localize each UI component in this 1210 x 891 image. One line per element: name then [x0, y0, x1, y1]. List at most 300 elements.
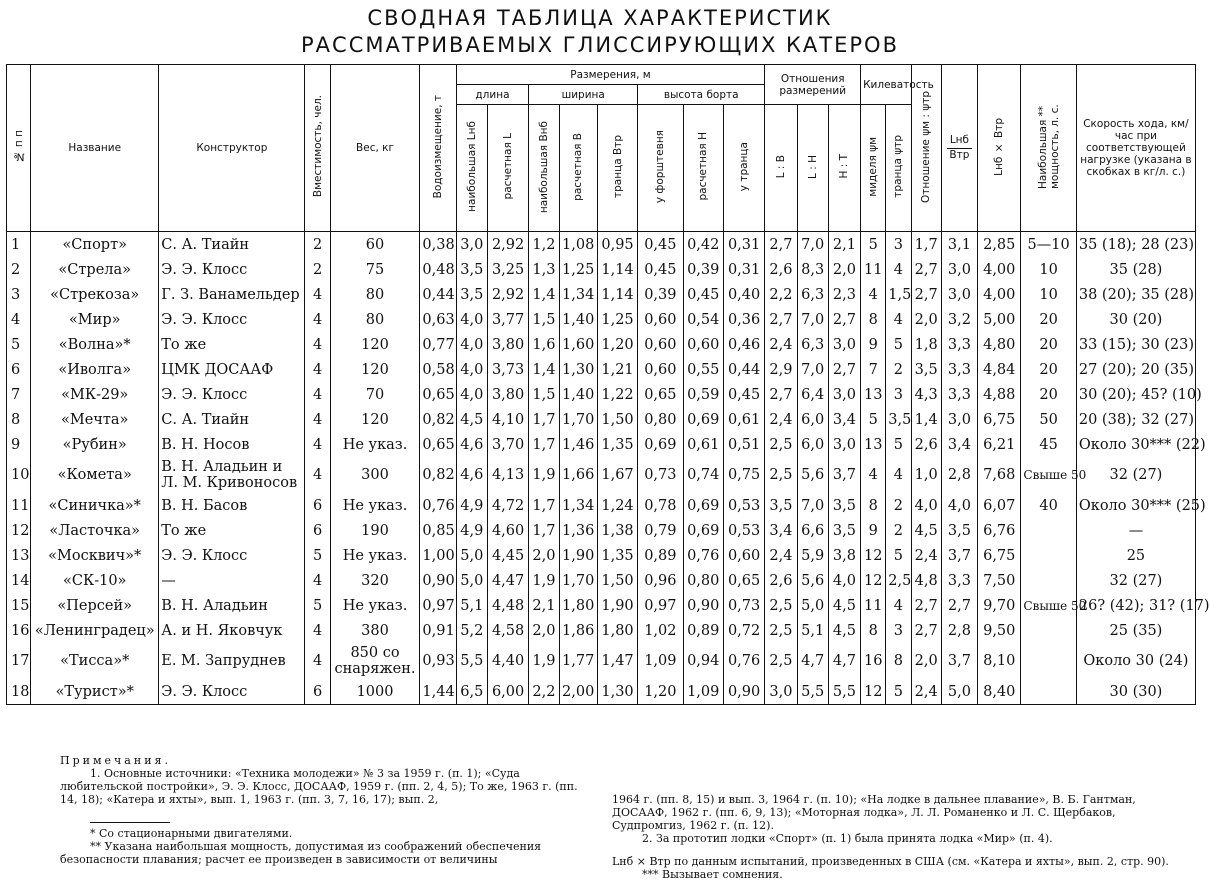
table-cell: Г. З. Ванамельдер — [159, 282, 305, 307]
table-cell: 1,60 — [559, 332, 597, 357]
table-cell — [1021, 618, 1076, 643]
table-cell: 4,0 — [456, 357, 487, 382]
table-cell: В. Н. Басов — [159, 493, 305, 518]
table-cell: 1,8 — [911, 332, 941, 357]
table-cell: 0,65 — [638, 382, 683, 407]
table-cell: 0,76 — [683, 543, 723, 568]
table-cell: 4,0 — [456, 332, 487, 357]
table-cell: 0,31 — [723, 232, 764, 258]
table-cell: «Ласточка» — [31, 518, 159, 543]
footnote-1: * Со стационарными двигателями. — [90, 827, 293, 840]
table-cell: 4,6 — [456, 432, 487, 457]
table-cell: 4,5 — [911, 518, 941, 543]
header-lb-ratio: Lнб Bтр — [941, 65, 977, 232]
table-cell: 32 (27) — [1076, 568, 1195, 593]
table-cell: 3,3 — [941, 357, 977, 382]
table-cell: 8,40 — [978, 679, 1021, 705]
table-cell: 4 — [305, 568, 330, 593]
table-cell: 1,70 — [559, 407, 597, 432]
table-cell: 3,4 — [828, 407, 860, 432]
note-2: 2. За прототип лодки «Спорт» (п. 1) была принята лодка «Мир» (п. 4). — [642, 832, 1053, 845]
table-cell: 0,91 — [420, 618, 456, 643]
table-cell: 5,5 — [797, 679, 828, 705]
table-cell — [1021, 643, 1076, 679]
table-cell: «Персей» — [31, 593, 159, 618]
table-cell: 2,8 — [941, 618, 977, 643]
table-cell: 1,77 — [559, 643, 597, 679]
footnote-3: *** Вызывает сомнения. — [642, 868, 783, 881]
table-cell: 1,2 — [529, 232, 559, 258]
table-cell: 2,0 — [828, 257, 860, 282]
table-cell: 7,0 — [797, 357, 828, 382]
footnote-2-continued: Lнб × Bтр по данным испытаний, произведенных в США (см. «Катера и яхты», вып. 2, стр. 90). — [612, 855, 1169, 868]
table-cell: 5 — [886, 432, 911, 457]
header-dr-mid: миделя ψм — [861, 105, 886, 232]
table-cell: 1,7 — [529, 432, 559, 457]
table-cell: 4,5 — [828, 593, 860, 618]
table-cell: 7 — [7, 382, 31, 407]
table-cell: 4,00 — [978, 257, 1021, 282]
table-cell: 0,53 — [723, 518, 764, 543]
table-cell: То же — [159, 332, 305, 357]
table-cell: 4,5 — [828, 618, 860, 643]
table-cell: 2 — [886, 357, 911, 382]
table-cell: 1,86 — [559, 618, 597, 643]
table-cell: 4 — [305, 407, 330, 432]
header-r-lh: L : H — [797, 105, 828, 232]
table-cell: Свыше 50 — [1021, 593, 1076, 618]
table-cell: 15 — [7, 593, 31, 618]
table-cell: В. Н. Аладьин и Л. М. Кривоносов — [159, 457, 305, 493]
table-cell: 10 — [7, 457, 31, 493]
table-cell: «Иволга» — [31, 357, 159, 382]
table-cell: 6,6 — [797, 518, 828, 543]
table-cell: 2,2 — [765, 282, 797, 307]
table-cell: 1,4 — [529, 357, 559, 382]
table-cell: 120 — [330, 357, 420, 382]
header-name: Название — [31, 65, 159, 232]
table-cell: 4,0 — [456, 307, 487, 332]
table-cell: 0,69 — [638, 432, 683, 457]
table-cell: 3 — [886, 618, 911, 643]
table-cell: 13 — [861, 382, 886, 407]
table-cell: 2 — [305, 232, 330, 258]
table-row — [7, 257, 1196, 282]
table-cell: 1,40 — [559, 307, 597, 332]
table-cell: 2,7 — [828, 357, 860, 382]
table-cell: 3,5 — [456, 257, 487, 282]
table-cell: 0,39 — [683, 257, 723, 282]
table-cell: 0,60 — [723, 543, 764, 568]
table-cell: 20 (38); 32 (27) — [1076, 407, 1195, 432]
table-cell: 1,9 — [529, 457, 559, 493]
table-cell: 12 — [861, 568, 886, 593]
notes-left — [60, 754, 588, 866]
table-cell: 850 со снаряжен. — [330, 643, 420, 679]
table-cell: 3,0 — [941, 257, 977, 282]
table-cell: 4,0 — [456, 382, 487, 407]
header-h-bow: у форштевня — [638, 105, 683, 232]
table-cell: 5 — [886, 679, 911, 705]
table-cell: 0,76 — [420, 493, 456, 518]
table-cell: 10 — [1021, 282, 1076, 307]
table-row — [7, 432, 1196, 457]
table-cell: 4 — [305, 332, 330, 357]
table-cell: 4 — [305, 282, 330, 307]
table-cell: 0,40 — [723, 282, 764, 307]
table-cell: 5,0 — [456, 543, 487, 568]
table-cell: 3,5 — [828, 518, 860, 543]
table-row — [7, 593, 1196, 618]
table-cell: 3,70 — [487, 432, 528, 457]
table-cell: 4,9 — [456, 518, 487, 543]
table-cell: 2,2 — [529, 679, 559, 705]
table-cell: 50 — [1021, 407, 1076, 432]
table-row — [7, 232, 1196, 258]
table-cell: А. и Н. Яковчук — [159, 618, 305, 643]
table-cell: 4,5 — [456, 407, 487, 432]
table-cell: 0,96 — [638, 568, 683, 593]
table-cell: 0,42 — [683, 232, 723, 258]
table-row — [7, 493, 1196, 518]
table-cell: 2,4 — [765, 332, 797, 357]
table-cell: 3,7 — [828, 457, 860, 493]
table-cell: 1,20 — [597, 332, 637, 357]
table-cell: 4,84 — [978, 357, 1021, 382]
table-cell: 4 — [7, 307, 31, 332]
table-cell: 3 — [886, 232, 911, 258]
table-cell: 5—10 — [1021, 232, 1076, 258]
note-1-left: 1. Основные источники: «Техника молодежи» № 3 за 1959 г. (п. 1); «Суда любительской постройки», Э. Э. Клосс, ДОСААФ, 1959 г. (пп. 2, 4, 5); То же, 1963 г. (пп. 14, 18); «Катера и яхты», вып. 1, 1963 г. (пп. 3, 7, 16, 17); вып. 2, — [60, 767, 578, 806]
table-cell: 9 — [7, 432, 31, 457]
table-cell: 4,47 — [487, 568, 528, 593]
table-cell: 8,10 — [978, 643, 1021, 679]
table-cell: 0,65 — [420, 432, 456, 457]
table-cell: 2,7 — [765, 232, 797, 258]
table-cell: 2,92 — [487, 232, 528, 258]
table-cell: 1,0 — [911, 457, 941, 493]
header-speed: Скорость хода, км/час при соответствующей нагрузке (указана в скобках в кг/л. с.) — [1076, 65, 1195, 232]
table-cell: 80 — [330, 307, 420, 332]
table-cell: 4,6 — [456, 457, 487, 493]
table-cell: 16 — [7, 618, 31, 643]
table-cell: 1,22 — [597, 382, 637, 407]
table-cell: 5,6 — [797, 568, 828, 593]
table-cell: 1,90 — [559, 543, 597, 568]
table-cell: 0,97 — [420, 593, 456, 618]
table-cell: 3,73 — [487, 357, 528, 382]
table-title-line-1: СВОДНАЯ ТАБЛИЦА ХАРАКТЕРИСТИК — [367, 6, 833, 30]
table-cell: 0,80 — [683, 568, 723, 593]
table-cell: «МК-29» — [31, 382, 159, 407]
table-cell: 2 — [7, 257, 31, 282]
table-title-line-2: РАССМАТРИВАЕМЫХ ГЛИССИРУЮЩИХ КАТЕРОВ — [301, 33, 899, 57]
table-cell: Около 30*** (25) — [1076, 493, 1195, 518]
header-num: № п п — [7, 65, 31, 232]
table-cell: 3,5 — [828, 493, 860, 518]
table-cell: 3,0 — [828, 332, 860, 357]
table-cell: 1,50 — [597, 568, 637, 593]
table-cell: 0,94 — [683, 643, 723, 679]
table-cell: 4,88 — [978, 382, 1021, 407]
table-cell: 4,60 — [487, 518, 528, 543]
table-cell: 3,4 — [765, 518, 797, 543]
header-weight: Вес, кг — [330, 65, 420, 232]
table-cell: 4,8 — [911, 568, 941, 593]
table-cell: 4 — [886, 257, 911, 282]
table-cell: 1,25 — [559, 257, 597, 282]
table-cell: 0,89 — [638, 543, 683, 568]
table-cell: 1000 — [330, 679, 420, 705]
table-row — [7, 382, 1196, 407]
table-cell: 80 — [330, 282, 420, 307]
table-cell: 1,67 — [597, 457, 637, 493]
table-cell: 2,7 — [765, 382, 797, 407]
table-cell: 2,0 — [529, 618, 559, 643]
table-cell: 20 — [1021, 357, 1076, 382]
table-cell: 2,7 — [765, 307, 797, 332]
table-cell: 30 (20); 45? (10) — [1076, 382, 1195, 407]
table-cell: 1,35 — [597, 543, 637, 568]
table-cell: 4 — [305, 618, 330, 643]
table-cell: 5,0 — [456, 568, 487, 593]
table-cell: «Мечта» — [31, 407, 159, 432]
table-cell: 0,97 — [638, 593, 683, 618]
table-cell: «Тисса»* — [31, 643, 159, 679]
table-cell: Э. Э. Клосс — [159, 307, 305, 332]
table-cell: 120 — [330, 407, 420, 432]
table-cell: «СК-10» — [31, 568, 159, 593]
table-cell: 2,5 — [765, 432, 797, 457]
table-cell: «Мир» — [31, 307, 159, 332]
table-cell: 1,50 — [597, 407, 637, 432]
table-cell: 33 (15); 30 (23) — [1076, 332, 1195, 357]
footnote-divider — [90, 822, 170, 823]
table-row — [7, 332, 1196, 357]
table-cell: 1,7 — [529, 493, 559, 518]
table-cell: 11 — [7, 493, 31, 518]
table-cell: 1,40 — [559, 382, 597, 407]
table-cell: 2,0 — [911, 643, 941, 679]
table-cell: 0,60 — [638, 332, 683, 357]
table-cell: 2,7 — [911, 618, 941, 643]
table-cell: 3,0 — [765, 679, 797, 705]
table-cell: 8 — [886, 643, 911, 679]
table-cell: 1,4 — [529, 282, 559, 307]
table-cell: Свыше 50 — [1021, 457, 1076, 493]
table-cell: 0,69 — [683, 493, 723, 518]
table-cell: 5 — [305, 543, 330, 568]
note-1-right: 1964 г. (пп. 8, 15) и вып. 3, 1964 г. (п. 10); «На лодке в дальнее плавание», В. Б. Гантман, ДОСААФ, 1962 г. (пп. 6, 9, 13); «Моторная лодка», Л. Л. Романенко и Л. С. Щербаков, Судпромгиз, 1962 г. (п. 12). — [612, 793, 1136, 832]
table-cell: 1,14 — [597, 282, 637, 307]
table-cell: 9,50 — [978, 618, 1021, 643]
header-dimensions: Размерения, м — [456, 65, 765, 85]
table-cell: 2,9 — [765, 357, 797, 382]
table-cell: 2,7 — [911, 282, 941, 307]
table-cell: 3,5 — [941, 518, 977, 543]
table-row — [7, 357, 1196, 382]
table-cell: 0,69 — [683, 407, 723, 432]
header-h-calc: расчетная H — [683, 105, 723, 232]
table-cell: 0,45 — [638, 232, 683, 258]
table-cell: 35 (18); 28 (23) — [1076, 232, 1195, 258]
table-row — [7, 618, 1196, 643]
table-cell: 2,5 — [765, 593, 797, 618]
table-cell: 3,5 — [765, 493, 797, 518]
table-row — [7, 518, 1196, 543]
table-cell: 1,70 — [559, 568, 597, 593]
table-body — [7, 232, 1210, 705]
table-cell: 0,44 — [723, 357, 764, 382]
table-cell: 2,00 — [559, 679, 597, 705]
table-cell: 4,13 — [487, 457, 528, 493]
table-cell: 18 — [7, 679, 31, 705]
table-cell: 3,0 — [828, 432, 860, 457]
table-cell: «Стрела» — [31, 257, 159, 282]
table-cell: 1,09 — [638, 643, 683, 679]
table-cell: 0,54 — [683, 307, 723, 332]
table-cell: 8 — [7, 407, 31, 432]
table-cell: «Турист»* — [31, 679, 159, 705]
table-cell: 7,0 — [797, 493, 828, 518]
table-cell: 0,93 — [420, 643, 456, 679]
table-cell: 11 — [861, 257, 886, 282]
table-cell: 2 — [305, 257, 330, 282]
table-cell: 35 (28) — [1076, 257, 1195, 282]
table-cell: 5,9 — [797, 543, 828, 568]
table-cell: 5,00 — [978, 307, 1021, 332]
table-cell: 1,02 — [638, 618, 683, 643]
table-cell: 8 — [861, 493, 886, 518]
table-cell: 2,0 — [529, 543, 559, 568]
header-b-tr: транца Bтр — [597, 105, 637, 232]
table-cell: Около 30*** (22) — [1076, 432, 1195, 457]
table-cell: 4,48 — [487, 593, 528, 618]
table-cell: 0,46 — [723, 332, 764, 357]
table-cell: 6,0 — [797, 407, 828, 432]
table-cell: 8 — [861, 618, 886, 643]
header-l-max: наибольшая Lнб — [456, 105, 487, 232]
table-cell: 0,79 — [638, 518, 683, 543]
table-cell: 0,89 — [683, 618, 723, 643]
table-cell: 3,7 — [941, 643, 977, 679]
table-cell: 0,95 — [597, 232, 637, 258]
header-b-calc: расчетная B — [559, 105, 597, 232]
table-cell: 3,7 — [941, 543, 977, 568]
table-cell: 1,38 — [597, 518, 637, 543]
table-cell: В. Н. Аладьин — [159, 593, 305, 618]
table-cell: 1,9 — [529, 643, 559, 679]
table-cell: 1,7 — [529, 407, 559, 432]
table-cell: 2,1 — [529, 593, 559, 618]
table-cell: 0,77 — [420, 332, 456, 357]
table-cell: «Ленинградец» — [31, 618, 159, 643]
table-cell: 0,59 — [683, 382, 723, 407]
table-cell: 12 — [861, 679, 886, 705]
table-cell: 0,82 — [420, 457, 456, 493]
table-cell: 1,7 — [529, 518, 559, 543]
table-cell: 7,0 — [797, 232, 828, 258]
table-cell: 2,5 — [765, 457, 797, 493]
table-cell: 5 — [7, 332, 31, 357]
table-cell: 4,0 — [911, 493, 941, 518]
table-cell: 1,09 — [683, 679, 723, 705]
table-cell: 5,0 — [941, 679, 977, 705]
table-cell: 9,70 — [978, 593, 1021, 618]
table-cell: 2,85 — [978, 232, 1021, 258]
table-cell: 60 — [330, 232, 420, 258]
table-cell: 380 — [330, 618, 420, 643]
table-cell: «Спорт» — [31, 232, 159, 258]
table-cell: 17 — [7, 643, 31, 679]
table-cell: 1,36 — [559, 518, 597, 543]
table-cell: 2,4 — [765, 407, 797, 432]
table-cell: 0,45 — [683, 282, 723, 307]
table-cell: 6 — [305, 518, 330, 543]
header-h-tr: у транца — [723, 105, 764, 232]
table-cell: 4,00 — [978, 282, 1021, 307]
table-cell: 5 — [305, 593, 330, 618]
table-cell: 1,9 — [529, 568, 559, 593]
table-cell: 0,45 — [723, 382, 764, 407]
table-cell: 5,1 — [456, 593, 487, 618]
table-cell: 300 — [330, 457, 420, 493]
table-cell: Не указ. — [330, 543, 420, 568]
table-cell: 4,45 — [487, 543, 528, 568]
table-cell: 0,51 — [723, 432, 764, 457]
table-row — [7, 407, 1196, 432]
table-row — [7, 307, 1196, 332]
table-cell: Э. Э. Клосс — [159, 679, 305, 705]
table-cell: 3,5 — [456, 282, 487, 307]
table-cell: Е. М. Запруднев — [159, 643, 305, 679]
table-cell: 20 — [1021, 307, 1076, 332]
table-cell — [1021, 568, 1076, 593]
table-cell: 1,21 — [597, 357, 637, 382]
table-cell: 4 — [886, 307, 911, 332]
table-cell: 3,25 — [487, 257, 528, 282]
table-cell: Э. Э. Клосс — [159, 543, 305, 568]
table-cell: 0,73 — [723, 593, 764, 618]
table-cell: 27 (20); 20 (35) — [1076, 357, 1195, 382]
table-cell: 0,45 — [638, 257, 683, 282]
table-cell: 25 — [1076, 543, 1195, 568]
table-cell: Э. Э. Клосс — [159, 382, 305, 407]
table-cell: 2,7 — [941, 593, 977, 618]
table-cell: 1,3 — [529, 257, 559, 282]
table-cell: 0,38 — [420, 232, 456, 258]
table-cell: 2 — [886, 493, 911, 518]
table-cell: 2,5 — [765, 618, 797, 643]
table-cell: 2,6 — [911, 432, 941, 457]
table-cell: 1,5 — [529, 307, 559, 332]
header-power: Наибольшая ** мощность, л. с. — [1021, 65, 1076, 232]
table-row — [7, 568, 1196, 593]
table-cell: 3,77 — [487, 307, 528, 332]
table-cell: 30 (20) — [1076, 307, 1195, 332]
table-cell: ЦМК ДОСААФ — [159, 357, 305, 382]
table-cell: 1,90 — [597, 593, 637, 618]
table-cell: 3,3 — [941, 382, 977, 407]
table-cell: 4,3 — [911, 382, 941, 407]
table-cell: 6,0 — [797, 432, 828, 457]
header-length: длина — [456, 85, 529, 105]
table-cell: Около 30 (24) — [1076, 643, 1195, 679]
table-cell: 0,55 — [683, 357, 723, 382]
table-cell: 1,47 — [597, 643, 637, 679]
table-cell: 40 — [1021, 493, 1076, 518]
table-cell: 0,85 — [420, 518, 456, 543]
